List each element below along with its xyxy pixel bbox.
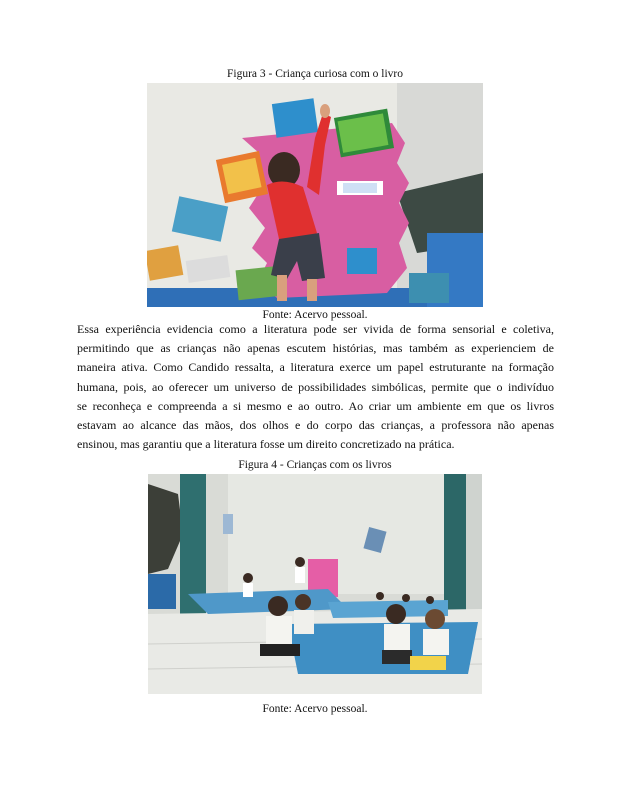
paragraph-line: humana, pois, ao oferecer um universo de possibilidades simbólicas, permite que o indivíduo: [77, 379, 554, 394]
paragraph-line: estavam ao alcance das mãos, dos olhos e do corpo das crianças, a professora não apenas: [77, 417, 554, 432]
figure-3-photo: [147, 83, 483, 307]
paragraph-line: maneira ativa. Como Candido ressalta, a literatura exerce um papel estruturante na formação: [77, 360, 554, 375]
paragraph-line: ensinou, mas garantiu que a literatura fosse um direito concretizado na prática.: [77, 437, 455, 452]
figure-4-caption: Figura 4 - Crianças com os livros: [238, 459, 392, 471]
paragraph-line: Essa experiência evidencia como a literatura pode ser vivida de forma sensorial e coletiva,: [77, 322, 554, 336]
body-paragraph: [77, 320, 554, 454]
figure-3-source: Fonte: Acervo pessoal.: [262, 309, 368, 321]
figure-3-caption: Figura 3 - Criança curiosa com o livro: [227, 68, 403, 80]
figure-4-photo: [148, 474, 482, 694]
paragraph-line: se reconheça e compreenda a si mesmo e ao outro. Ao criar um ambiente em que os livros: [77, 398, 554, 413]
paragraph-line: permitindo que as crianças não apenas escutem histórias, mas também as experienciem de: [77, 341, 554, 356]
figure-4-source: Fonte: Acervo pessoal.: [262, 703, 368, 715]
